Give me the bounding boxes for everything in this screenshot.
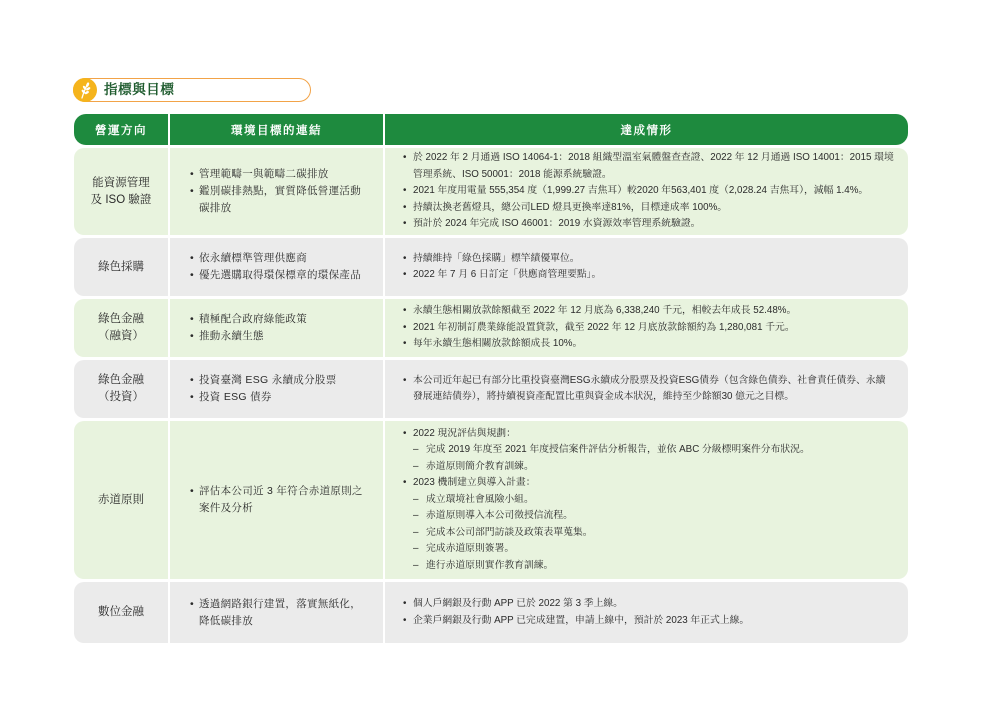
direction-cell [74, 582, 168, 643]
direction-label: 綠色採購 [98, 260, 144, 273]
goals-list [170, 166, 383, 217]
wheat-icon [73, 78, 97, 102]
direction-cell [74, 299, 168, 357]
achievement-item [403, 475, 894, 574]
achievement-item: • 企業戶網銀及行動 APP 已完成建置，申請上線中，預計於 2023 年正式上線。 [403, 613, 894, 630]
achievements-list [385, 371, 908, 408]
sub-item: – 完成 2019 年度至 2021 年度授信案件評估分析報告，並依 ABC 分級標明案件分布狀況。 [413, 442, 894, 459]
goals-cell [168, 148, 383, 235]
goals-list [170, 311, 383, 345]
row-digital-finance [74, 582, 908, 643]
direction-label: 綠色金融 （投資） [98, 374, 144, 403]
goals-cell [168, 360, 383, 418]
achievements-list [385, 148, 908, 235]
achievement-item: • 永續生態相關放款餘額截至 2022 年 12 月底為 6,338,240 千元，相較去年成長 52.48%。 [403, 303, 894, 320]
direction-label: 數位金融 [98, 606, 144, 618]
goals-cell [168, 238, 383, 296]
goal-item: • 優先選購取得環保標章的環保產品 [190, 267, 369, 284]
sub-item: – 成立環境社會風險小組。 [413, 492, 894, 509]
sub-item: – 赤道原則導入本公司徵授信流程。 [413, 508, 894, 525]
achievement-item: • 2021 年初制訂農業綠能設置貸款，截至 2022 年 12 月底放款餘額約為 1,280,081 千元。 [403, 320, 894, 337]
achievement-item: • 每年永續生態相關放款餘額成長 10%。 [403, 336, 894, 353]
section-title: 指標與目標 [104, 82, 175, 97]
sub-list [413, 442, 894, 475]
column-header-goals: 環境目標的連結 [168, 114, 383, 145]
achievement-item: • 本公司近年起已有部分比重投資臺灣ESG永續成分股票及投資ESG債券（包含綠色債券、社會責任債券、永續發展連結債券），將持續視資產配置比重與資金成本狀況，維持至少餘額30 億元之目標。 [403, 373, 894, 406]
direction-cell [74, 148, 168, 235]
achievement-item: • 個人戶網銀及行動 APP 已於 2022 第 3 季上線。 [403, 596, 894, 613]
goal-item: • 評估本公司近 3 年符合赤道原則之案件及分析 [190, 483, 369, 517]
goals-list [170, 596, 383, 630]
goal-item: • 推動永續生態 [190, 328, 369, 345]
direction-label: 赤道原則 [98, 493, 144, 506]
achievement-item [403, 426, 894, 476]
row-green-finance-lending [74, 299, 908, 357]
goals-list [170, 483, 383, 517]
goals-cell [168, 299, 383, 357]
column-header-achievements: 達成情形 [383, 114, 908, 145]
achievement-item: • 於 2022 年 2 月通過 ISO 14064-1：2018 組織型溫室氣體盤查查證、2022 年 12 月通過 ISO 14001：2015 環境管理系統、ISO 50001：2018 能源系統驗證。 [403, 150, 894, 183]
section-title-pill [73, 78, 311, 102]
achievements-list [385, 301, 908, 355]
goal-item: • 透過網路銀行建置，落實無紙化，降低碳排放 [190, 596, 369, 630]
goal-item: • 積極配合政府綠能政策 [190, 311, 369, 328]
row-green-finance-investment [74, 360, 908, 418]
direction-cell [74, 421, 168, 579]
direction-label: 綠色金融 （融資） [98, 313, 144, 342]
goal-item: • 投資 ESG 債券 [190, 389, 369, 406]
achievement-item: • 持續汰換老舊燈具，總公司LED 燈具更換率達81%，目標達成率 100%。 [403, 200, 894, 217]
achievement-item: • 預計於 2024 年完成 ISO 46001：2019 水資源效率管理系統驗證。 [403, 216, 894, 233]
sub-item: – 完成本公司部門訪談及政策表單蒐集。 [413, 525, 894, 542]
goals-table [74, 114, 908, 643]
achievements-cell [383, 360, 908, 418]
achievements-list [385, 424, 908, 577]
achievement-item: • 持續維持「綠色採購」標竿績優單位。 [403, 251, 894, 268]
direction-cell [74, 360, 168, 418]
achievements-cell [383, 582, 908, 643]
goal-item: • 鑑別碳排熱點，實質降低營運活動碳排放 [190, 183, 369, 217]
achievements-cell [383, 148, 908, 235]
goal-item: • 依永續標準管理供應商 [190, 250, 369, 267]
achievements-cell [383, 299, 908, 357]
column-header-direction: 營運方向 [95, 124, 147, 137]
row-energy-management [74, 148, 908, 235]
row-green-procurement [74, 238, 908, 296]
goals-list [170, 250, 383, 284]
goals-cell [168, 421, 383, 579]
goals-list [170, 372, 383, 406]
achievements-cell [383, 238, 908, 296]
table-header [74, 114, 908, 145]
sub-list [413, 492, 894, 575]
achievement-heading: • 2022 現況評估與規劃： [413, 427, 516, 439]
sub-item: – 完成赤道原則簽署。 [413, 541, 894, 558]
achievements-list [385, 594, 908, 631]
achievement-item: • 2021 年度用電量 555,354 度（1,999.27 吉焦耳）較2020 年563,401 度（2,028.24 吉焦耳），減幅 1.4%。 [403, 183, 894, 200]
goal-item: • 投資臺灣 ESG 永續成分股票 [190, 372, 369, 389]
row-equator-principles [74, 421, 908, 579]
achievement-heading: • 2023 機制建立與導入計畫： [413, 477, 536, 489]
sub-item: – 進行赤道原則實作教育訓練。 [413, 558, 894, 575]
achievements-list [385, 249, 908, 286]
achievements-cell [383, 421, 908, 579]
direction-label: 能資源管理 及 ISO 驗證 [90, 176, 152, 206]
sub-item: – 赤道原則簡介教育訓練。 [413, 459, 894, 476]
direction-cell [74, 238, 168, 296]
achievement-item: • 2022 年 7 月 6 日訂定「供應商管理要點」。 [403, 267, 894, 284]
goals-cell [168, 582, 383, 643]
goal-item: • 管理範疇一與範疇二碳排放 [190, 166, 369, 183]
